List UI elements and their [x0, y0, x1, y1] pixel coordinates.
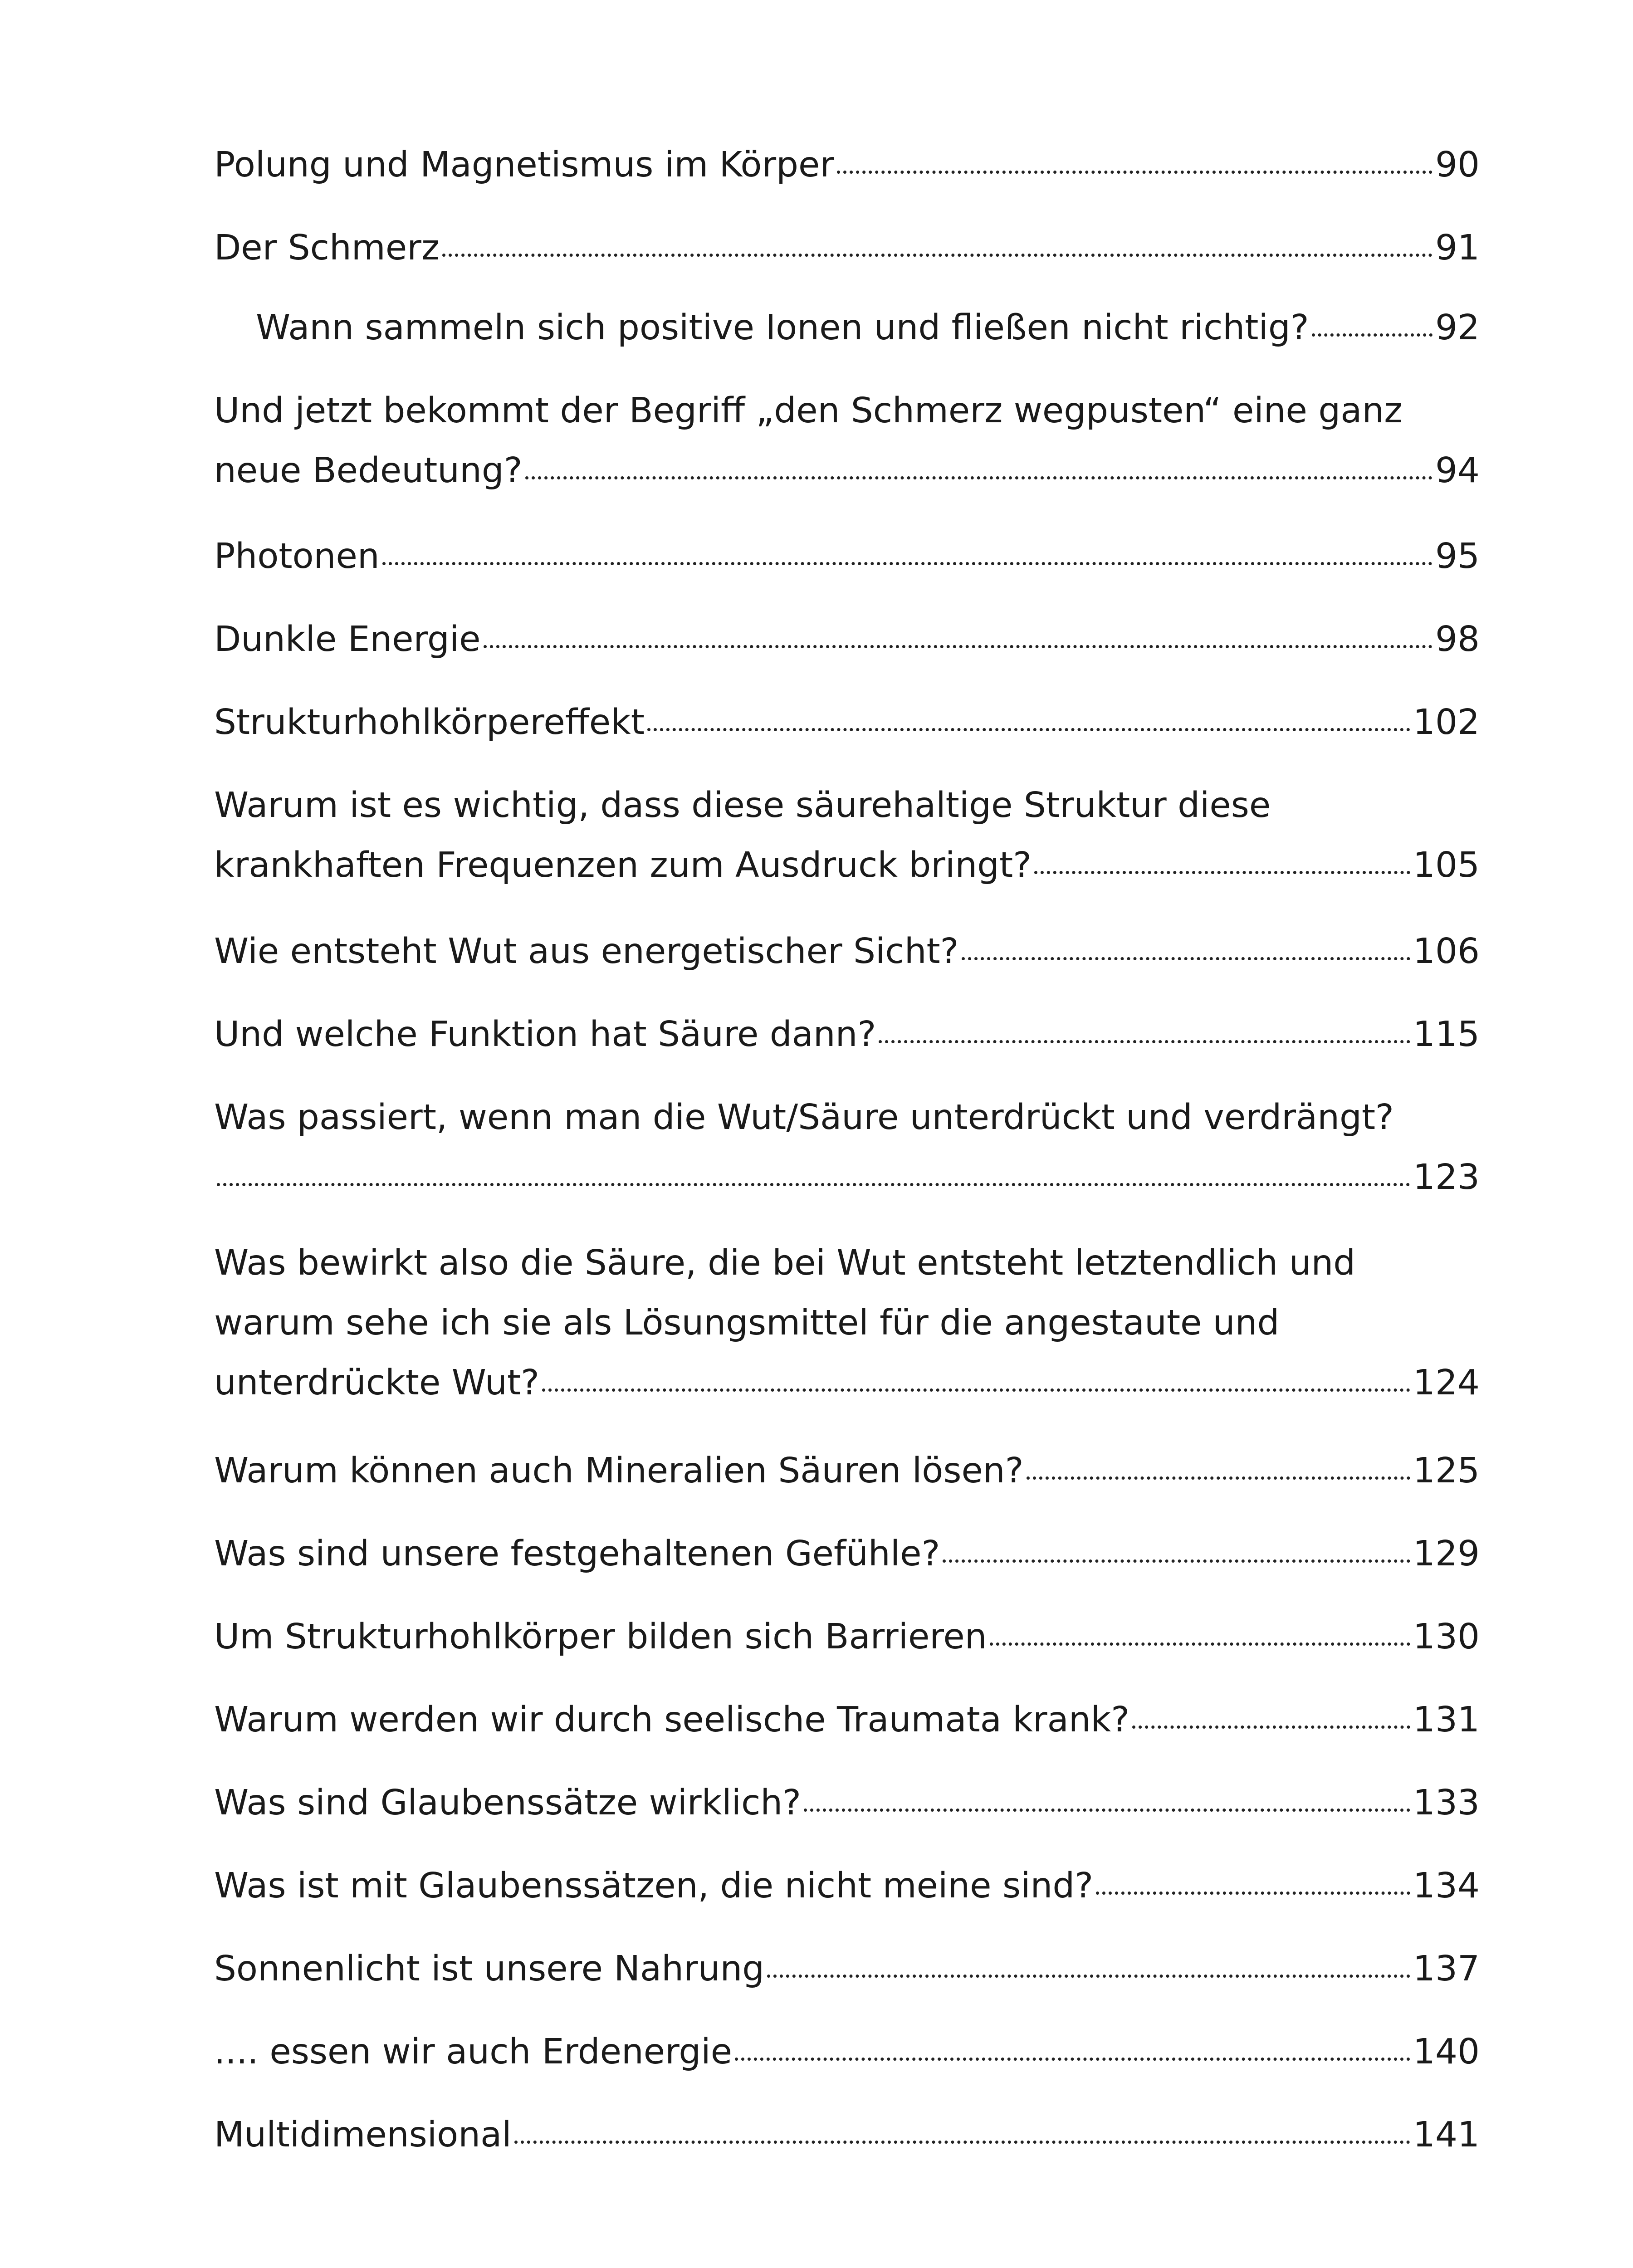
toc-entry-title-line: Und welche Funktion hat Säure dann?: [214, 1014, 876, 1055]
toc-page-number: 131: [1413, 1700, 1480, 1740]
toc-entry-last-line: [214, 610, 1480, 670]
toc-entry-last-line: [214, 441, 1480, 501]
toc-page-number: 90: [1435, 145, 1480, 185]
toc-entry: [214, 1005, 1480, 1065]
toc-entry-title-line: Sonnenlicht ist unsere Nahrung: [214, 1949, 765, 1989]
dot-leader: [1132, 1725, 1410, 1729]
toc-entry-title-line: Was sind unsere festgehaltenen Gefühle?: [214, 1534, 940, 1574]
toc-page-number: 92: [1435, 308, 1480, 348]
toc-entry-title-line: Was passiert, wenn man die Wut/Säure unterdrückt und verdrängt?: [214, 1097, 1394, 1138]
toc-page-number: 129: [1413, 1534, 1480, 1574]
toc-entry: [214, 610, 1480, 670]
toc-entry-title-line: krankhaften Frequenzen zum Ausdruck bringt?: [214, 845, 1032, 885]
toc-entry-title-line: warum sehe ich sie als Lösungsmittel für die angestaute und: [214, 1303, 1280, 1343]
toc-entry-title-line: Der Schmerz: [214, 228, 440, 268]
dot-leader: [879, 1040, 1410, 1043]
dot-leader: [1034, 870, 1410, 874]
toc-entry-title-line: unterdrückte Wut?: [214, 1363, 540, 1403]
toc-entry: [214, 1088, 1480, 1207]
toc-entry-title-line: Multidimensional: [214, 2115, 512, 2155]
toc-entry-last-line: [214, 1939, 1480, 1999]
dot-leader: [542, 1388, 1410, 1392]
toc-entry-last-line: [214, 1353, 1480, 1413]
toc-page-number: 115: [1413, 1014, 1480, 1055]
toc-entry-last-line: [256, 298, 1480, 358]
toc-page-number: 130: [1413, 1617, 1480, 1657]
toc-entry: [214, 1233, 1480, 1413]
toc-page-number: 91: [1435, 228, 1480, 268]
toc-page-number: 133: [1413, 1783, 1480, 1823]
dot-leader: [442, 253, 1433, 257]
toc-entry-last-line: [214, 1607, 1480, 1667]
dot-leader: [943, 1559, 1410, 1563]
toc-entry: [214, 2105, 1480, 2165]
toc-page-number: 137: [1413, 1949, 1480, 1989]
toc-page-number: 95: [1435, 536, 1480, 577]
toc-entry-last-line: [214, 1148, 1480, 1207]
toc-entry-last-line: [214, 1690, 1480, 1750]
toc-entry-last-line: [214, 135, 1480, 195]
dot-leader: [837, 170, 1433, 174]
dot-leader: [804, 1808, 1410, 1812]
toc-entry: [214, 1773, 1480, 1833]
toc-entry-title-line: Photonen: [214, 536, 380, 577]
toc-page-number: 105: [1413, 845, 1480, 885]
dot-leader: [514, 2140, 1410, 2144]
toc-entry-last-line: [214, 1856, 1480, 1916]
toc-entry-title-line: Wann sammeln sich positive Ionen und fließen nicht richtig?: [256, 308, 1309, 348]
dot-leader: [1096, 1891, 1410, 1895]
toc-entry: [214, 1939, 1480, 1999]
toc-entry: [214, 218, 1480, 278]
toc-page-number: 98: [1435, 619, 1480, 660]
toc-entry-last-line: [214, 1524, 1480, 1584]
dot-leader: [962, 957, 1410, 960]
toc-page-number: 134: [1413, 1866, 1480, 1906]
toc-entry-title-line: Was sind Glaubenssätze wirklich?: [214, 1783, 802, 1823]
toc-entry-last-line: [214, 1005, 1480, 1065]
toc-entry-title-line: neue Bedeutung?: [214, 450, 523, 491]
dot-leader: [217, 1183, 1410, 1186]
toc-entry-title-line: Strukturhohlkörpereffekt: [214, 702, 645, 743]
toc-entry-title-line: Und jetzt bekommt der Begriff „den Schmerz wegpusten“ eine ganz: [214, 391, 1403, 431]
toc-entry: [214, 135, 1480, 195]
toc-entry: [214, 776, 1480, 895]
toc-page-number: 106: [1413, 931, 1480, 972]
toc-entry: [214, 693, 1480, 753]
toc-entry-title-line: Warum ist es wichtig, dass diese säurehaltige Struktur diese: [214, 785, 1271, 826]
dot-leader: [990, 1642, 1410, 1646]
toc-entry-title-line: Dunkle Energie: [214, 619, 481, 660]
toc-entry: [214, 527, 1480, 587]
toc-entry-title-line: Was ist mit Glaubenssätzen, die nicht meine sind?: [214, 1866, 1094, 1906]
toc-entry-title-line: Was bewirkt also die Säure, die bei Wut entsteht letztendlich und: [214, 1243, 1356, 1283]
toc-page-number: 102: [1413, 702, 1480, 743]
toc-entry-title-line: Polung und Magnetismus im Körper: [214, 145, 835, 185]
toc-entry: [214, 1690, 1480, 1750]
toc-entry-last-line: [214, 836, 1480, 895]
toc-entry-last-line: [214, 218, 1480, 278]
dot-leader: [647, 728, 1410, 731]
dot-leader: [735, 2057, 1410, 2061]
toc-page-number: 124: [1413, 1363, 1480, 1403]
toc-entry: [214, 1441, 1480, 1501]
dot-leader: [525, 476, 1433, 479]
toc-entry-last-line: [214, 1441, 1480, 1501]
toc-entry-title-line: Warum werden wir durch seelische Traumata krank?: [214, 1700, 1130, 1740]
toc-page-number: 125: [1413, 1451, 1480, 1491]
dot-leader: [382, 562, 1433, 565]
toc-entry: [214, 381, 1480, 501]
toc-entry: [214, 922, 1480, 982]
toc-entry: [214, 1524, 1480, 1584]
toc-entry-last-line: [214, 1773, 1480, 1833]
toc-entry-title-line: Wie entsteht Wut aus energetischer Sicht?: [214, 931, 959, 972]
toc-entry-last-line: [214, 2105, 1480, 2165]
toc-entry-last-line: [214, 693, 1480, 753]
toc-page-number: 94: [1435, 450, 1480, 491]
toc-entry-title-line: Warum können auch Mineralien Säuren lösen?: [214, 1451, 1024, 1491]
toc-page-number: 141: [1413, 2115, 1480, 2155]
toc-entry-title-line: Um Strukturhohlkörper bilden sich Barrieren: [214, 1617, 987, 1657]
toc-page-number: 123: [1413, 1157, 1480, 1198]
dot-leader: [767, 1974, 1410, 1978]
toc-entry: [214, 2022, 1480, 2082]
toc-entry: [256, 298, 1480, 358]
toc-entry-last-line: [214, 527, 1480, 587]
toc-page-number: 140: [1413, 2032, 1480, 2072]
dot-leader: [1312, 333, 1433, 337]
toc-entry-last-line: [214, 922, 1480, 982]
dot-leader: [484, 645, 1433, 648]
toc-entry: [214, 1856, 1480, 1916]
toc-entry-title-line: .... essen wir auch Erdenergie: [214, 2032, 733, 2072]
dot-leader: [1027, 1476, 1410, 1480]
toc-entry-last-line: [214, 2022, 1480, 2082]
toc-entry: [214, 1607, 1480, 1667]
